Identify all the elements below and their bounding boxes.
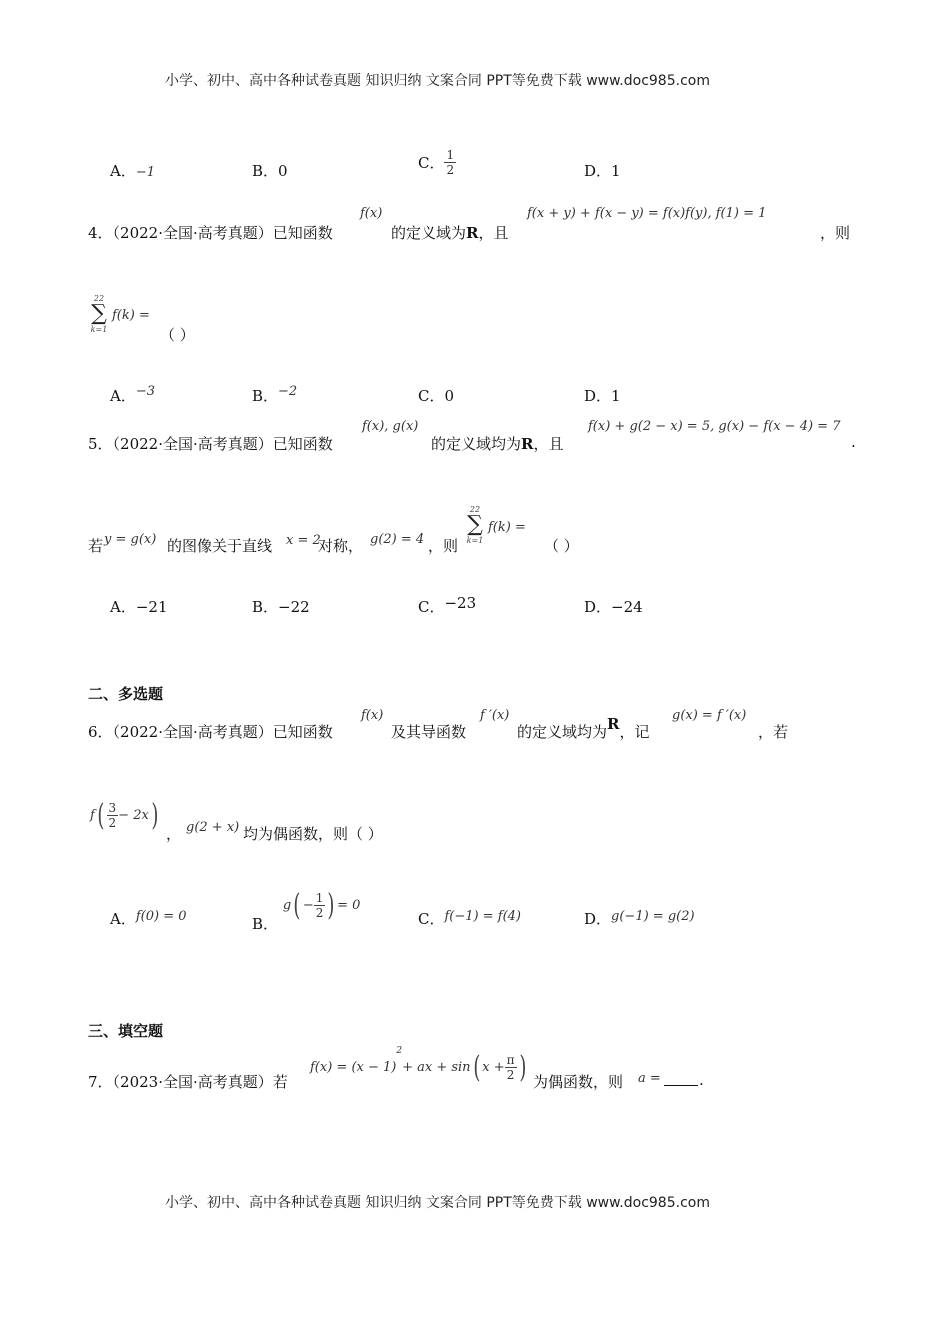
q7-answer-blank[interactable] [664, 1071, 698, 1090]
question-number: 6． [88, 723, 113, 741]
option-value: −2 [278, 384, 298, 399]
option-label: A． [110, 387, 136, 405]
option-value: f(−1) = f(4) [444, 909, 521, 924]
q7-even-text: 为偶函数，则 [533, 1073, 624, 1091]
sum-symbol: ∑ [91, 301, 107, 326]
option-label: B． [252, 162, 279, 180]
option-label: C． [418, 910, 445, 928]
option-label: B． [252, 915, 279, 933]
q6-option-d [584, 908, 695, 929]
q4-option-a [110, 385, 155, 406]
q4-func: f(x) [360, 206, 383, 221]
option-label: B． [252, 598, 279, 616]
q5-graph: y = g(x) [104, 532, 157, 547]
q5-symmetry-text: 的图像关于直线 [167, 537, 273, 555]
q4-option-d [584, 385, 621, 406]
option-label: B． [252, 387, 279, 405]
q4-domain-text: 的定义域为R，且 [391, 224, 509, 242]
fraction: $\frac{1}{2}$ [446, 148, 455, 177]
option-value: −22 [278, 598, 310, 616]
left-paren: ( [97, 798, 105, 833]
option-expr: g( − $\frac{1}{2}$ ) = 0 [282, 888, 361, 923]
q7-stem [88, 1071, 288, 1092]
q6-domain-text: 的定义域均为R，记 [517, 715, 650, 741]
q5-option-c [418, 596, 476, 617]
q5-stem [88, 433, 333, 454]
q6-gdef: g(x) = f ′(x) [672, 708, 747, 723]
option-value: 0 [444, 387, 455, 405]
fraction: $\frac{\pi}{2}$ [506, 1053, 515, 1082]
q6-option-a [110, 908, 187, 929]
option-value: −23 [444, 594, 477, 612]
q6-option-c [418, 908, 521, 929]
q5-period: . [851, 433, 856, 451]
real-set: R [607, 715, 620, 733]
q4-stem [88, 222, 333, 243]
option-value: 0 [278, 162, 288, 180]
option-value: g(−1) = g(2) [611, 909, 695, 924]
question-source: （2022·全国·高考真题）已知函数 [112, 224, 333, 242]
right-paren: ) [151, 798, 159, 833]
option-label: A． [110, 598, 136, 616]
option-label: C． [418, 598, 445, 616]
option-value: 1 [611, 162, 621, 180]
option-label: D． [584, 910, 612, 928]
option-value: 1 [611, 387, 621, 405]
question-number: 4． [88, 224, 113, 242]
real-set: R [521, 435, 534, 453]
q6-func: f(x) [361, 708, 384, 723]
q5-symmetry-text2: 对称， [318, 537, 364, 555]
option-label: D． [584, 387, 612, 405]
q4-option-b [252, 385, 297, 406]
section-multiple-choice: 二、多选题 [88, 685, 164, 703]
option-label: C． [418, 387, 445, 405]
q5-g2: g(2) = 4 [370, 532, 425, 547]
q6-deriv: f ′(x) [480, 708, 510, 723]
real-set: R [466, 224, 479, 242]
q5-sum-expr: f(k) = [488, 520, 526, 535]
option-value: −24 [611, 598, 643, 616]
q3-option-c [418, 148, 456, 177]
q5-domain-text: 的定义域均为R，且 [431, 435, 564, 453]
q7-a-var: a = [638, 1071, 661, 1086]
q6-option-b [252, 888, 361, 933]
option-label: A． [110, 162, 136, 180]
question-source: （2022·全国·高考真题）已知函数 [112, 723, 333, 741]
q4-then: ，则 [820, 224, 851, 242]
option-label: A． [110, 910, 136, 928]
q6-comma: ， [166, 825, 182, 843]
q4-option-c [418, 385, 454, 406]
fraction: $\frac{1}{2}$ [315, 891, 324, 920]
q7-expression: $f(x) = (x - 1)^2+$ ax + sin( x + $\frac{\pi}{2}$ ) [310, 1046, 526, 1085]
q5-answer-paren: （ ） [544, 537, 579, 555]
q4-sum-expr: f(k) = [112, 308, 150, 323]
option-label: C． [418, 154, 445, 172]
q5-option-d [584, 596, 643, 617]
q4-sum: 22 ∑ k=1 [88, 294, 110, 334]
q3-option-b [252, 160, 288, 181]
q4-condition: f(x + y) + f(x − y) = f(x)f(y), f(1) = 1 [527, 206, 767, 221]
option-value: f(0) = 0 [135, 909, 187, 924]
question-source: （2022·全国·高考真题）已知函数 [112, 435, 333, 453]
q5-option-a [110, 596, 168, 617]
question-number: 5． [88, 435, 113, 453]
option-value: −21 [135, 598, 168, 616]
page-footer: 小学、初中、高中各种试卷真题 知识归纳 文案合同 PPT等免费下载 www.doc985.com [165, 1195, 710, 1211]
q5-option-b [252, 596, 310, 617]
option-value: −1 [135, 165, 156, 180]
fraction: $\frac{3}{2}$ [108, 801, 117, 830]
q3-option-d [584, 160, 621, 181]
q5-sum: 22 ∑ k=1 [464, 505, 486, 545]
q6-stem [88, 721, 333, 742]
page-header: 小学、初中、高中各种试卷真题 知识归纳 文案合同 PPT等免费下载 www.doc985.com [165, 73, 710, 89]
q5-line: x = 2 [286, 533, 321, 548]
sum-symbol: ∑ [467, 512, 483, 537]
q6-deriv-text: 及其导函数 [391, 723, 467, 741]
section-fill-in: 三、填空题 [88, 1022, 164, 1040]
q7-period: . [699, 1071, 704, 1089]
q6-if: ，若 [758, 723, 789, 741]
q3-option-a [110, 160, 155, 181]
option-label: D． [584, 598, 612, 616]
q5-condition: f(x) + g(2 − x) = 5, g(x) − f(x − 4) = 7 [588, 419, 841, 434]
option-label: D． [584, 162, 612, 180]
q4-answer-paren: （ ） [160, 326, 195, 344]
q5-funcs: f(x), g(x) [362, 419, 419, 434]
q6-even-text: 均为偶函数，则（ ） [243, 825, 383, 843]
question-source: （2023·全国·高考真题）若 [112, 1073, 288, 1091]
question-number: 7． [88, 1073, 113, 1091]
q6-g2x: g(2 + x) [186, 820, 240, 835]
q5-then: ，则 [428, 537, 459, 555]
q6-f-expr: f( $\frac{3}{2}$ − 2x) [90, 798, 159, 833]
q5-if: 若 [88, 537, 104, 555]
option-value: −3 [135, 384, 156, 399]
